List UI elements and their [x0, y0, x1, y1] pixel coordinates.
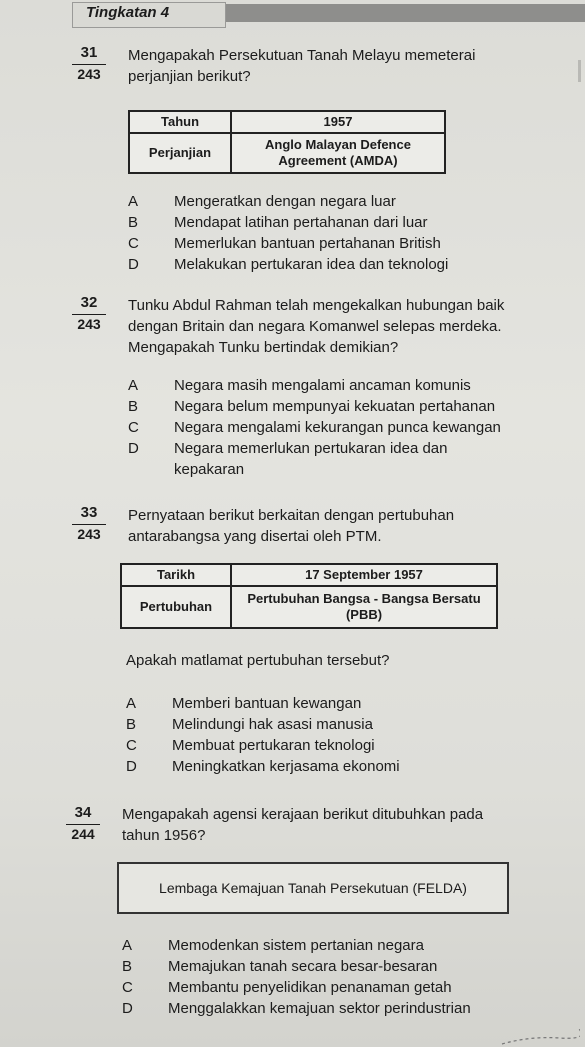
table-value-line: Anglo Malayan Defence: [265, 137, 411, 152]
option-c[interactable]: C Memerlukan bantuan pertahanan British: [128, 235, 441, 252]
table-value: [231, 586, 497, 628]
table-value: 17 September 1957: [231, 564, 497, 586]
option-c[interactable]: C Membantu penyelidikan penanaman getah: [122, 979, 452, 996]
page-title: Tingkatan 4: [86, 4, 170, 21]
option-c[interactable]: C Membuat pertukaran teknologi: [126, 737, 375, 754]
option-a[interactable]: A Memberi bantuan kewangan: [126, 695, 362, 712]
table-label: Pertubuhan: [121, 586, 231, 628]
option-b[interactable]: B Negara belum mempunyai kekuatan pertahanan: [128, 398, 496, 415]
option-a[interactable]: A Mengeratkan dengan negara luar: [128, 193, 396, 210]
table-value-line: Pertubuhan Bangsa - Bangsa Bersatu: [247, 591, 481, 606]
option-b[interactable]: B Mendapat latihan pertahanan dari luar: [128, 214, 428, 231]
option-b[interactable]: B Memajukan tanah secara besar-besaran: [122, 958, 438, 975]
option-text-line: Negara memerlukan pertukaran idea dan: [174, 440, 448, 457]
option-d[interactable]: D Negara memerlukan pertukaran idea dan kepakaran: [128, 440, 448, 478]
option-text-line: kepakaran: [174, 461, 245, 478]
table-value-line: (PBB): [345, 607, 383, 622]
question-line: Mengapakah Tunku bertindak demikian?: [128, 339, 399, 356]
option-d[interactable]: D Meningkatkan kerjasama ekonomi: [126, 758, 400, 775]
options-33: [126, 693, 400, 777]
info-table-33: [120, 563, 498, 629]
question-text-32: [128, 295, 504, 358]
question-number-33: [72, 504, 106, 542]
table-value: 1957: [231, 111, 445, 133]
options-31: [128, 191, 448, 275]
question-line: dengan Britain dan negara Komanwel selepas merdeka.: [128, 318, 502, 335]
question-line: Tunku Abdul Rahman telah mengekalkan hubungan baik: [128, 297, 505, 314]
table-label: Perjanjian: [129, 133, 231, 173]
table-label: Tarikh: [121, 564, 231, 586]
question-line: Pernyataan berikut berkaitan dengan pertubuhan: [128, 507, 455, 524]
question-line: perjanjian berikut?: [128, 68, 251, 85]
question-line: Mengapakah Persekutuan Tanah Melayu memeterai: [128, 47, 476, 64]
page-reference: 244: [66, 824, 100, 842]
option-a[interactable]: A Negara masih mengalami ancaman komunis: [128, 377, 471, 394]
question-text-33: [128, 505, 454, 547]
question-prompt-33: [126, 650, 390, 671]
table-label: Tahun: [129, 111, 231, 133]
pen-mark-decoration: [500, 1018, 580, 1047]
question-text-34: [122, 804, 483, 846]
question-number: 31: [80, 44, 98, 61]
header-shade: [225, 4, 585, 22]
agency-name: Lembaga Kemajuan Tanah Persekutuan (FELDA): [159, 880, 467, 896]
page-reference: 243: [72, 524, 106, 542]
question-text-31: [128, 45, 475, 87]
options-32: [128, 375, 501, 480]
option-c[interactable]: C Negara mengalami kekurangan punca kewangan: [128, 419, 501, 436]
question-line: antarabangsa yang disertai oleh PTM.: [128, 528, 382, 545]
table-value: [231, 133, 445, 173]
question-line: Mengapakah agensi kerajaan berikut ditubuhkan pada: [122, 806, 484, 823]
question-number-31: [72, 44, 106, 82]
page-reference: 243: [72, 314, 106, 332]
table-value-line: Agreement (AMDA): [278, 153, 398, 168]
option-d[interactable]: D Menggalakkan kemajuan sektor perindustrian: [122, 1000, 471, 1017]
options-34: [122, 935, 471, 1019]
question-number: 34: [74, 804, 92, 821]
question-line: tahun 1956?: [122, 827, 206, 844]
question-number: 32: [80, 294, 98, 311]
question-number-34: [66, 804, 100, 842]
question-number: 33: [80, 504, 98, 521]
agency-box: [117, 862, 509, 914]
page-header: [0, 0, 585, 28]
page-edge-mark: [578, 60, 581, 82]
page-reference: 243: [72, 64, 106, 82]
option-b[interactable]: B Melindungi hak asasi manusia: [126, 716, 373, 733]
question-line: Apakah matlamat pertubuhan tersebut?: [126, 652, 390, 669]
option-d[interactable]: D Melakukan pertukaran idea dan teknologi: [128, 256, 449, 273]
info-table-31: [128, 110, 446, 174]
option-a[interactable]: A Memodenkan sistem pertanian negara: [122, 937, 424, 954]
question-number-32: [72, 294, 106, 332]
